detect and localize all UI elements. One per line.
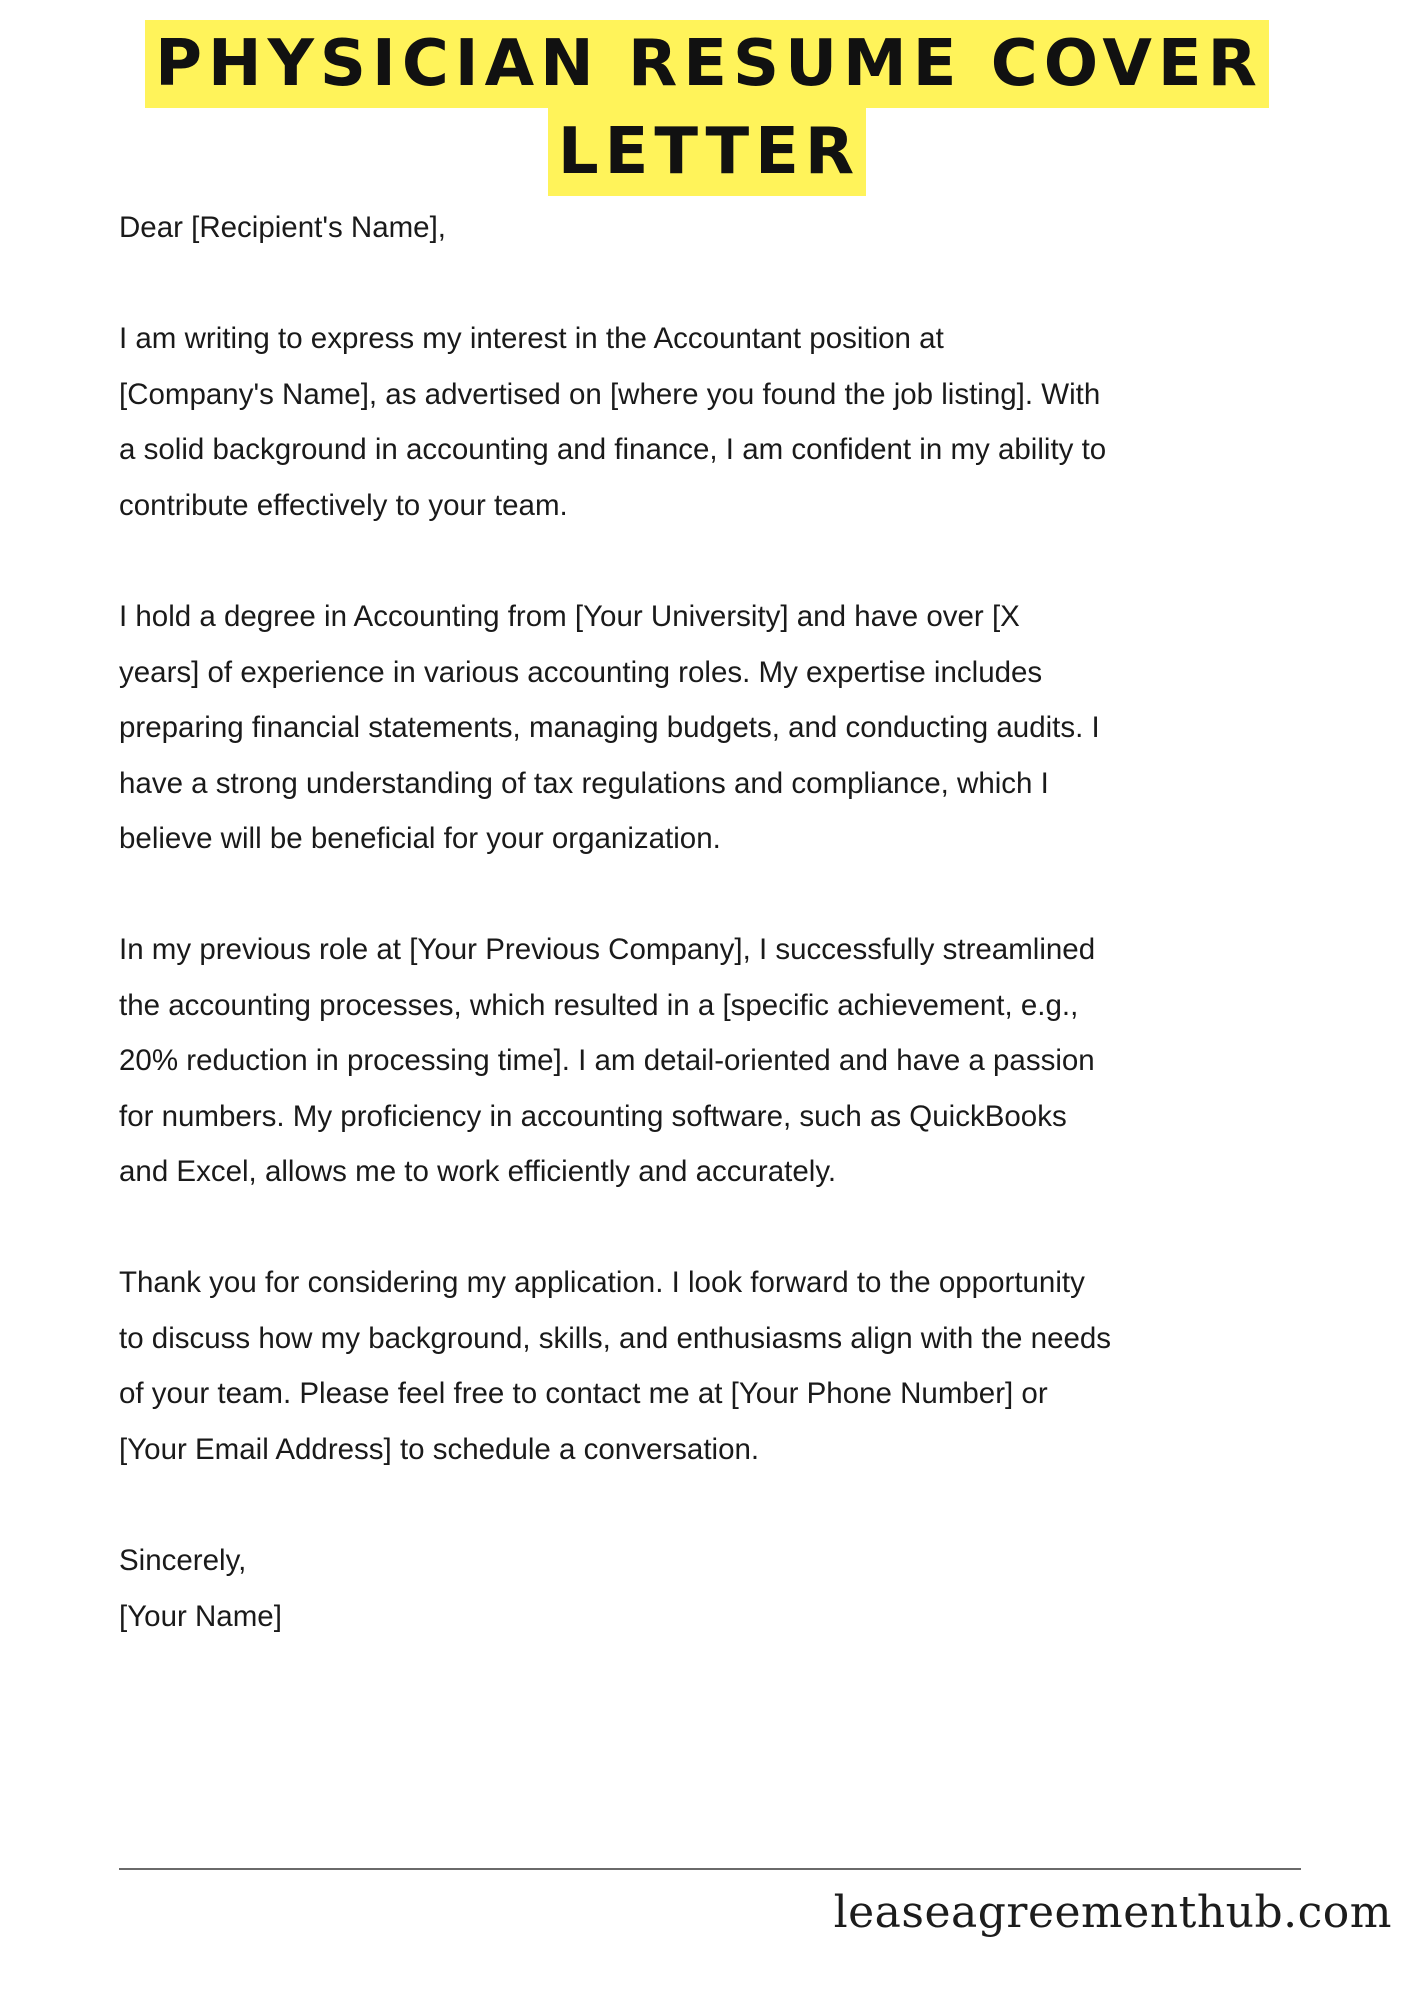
closing-text: Sincerely, [119, 1544, 247, 1577]
paragraph-line: I am writing to express my interest in the Accountant position at [119, 322, 944, 355]
paragraph-line: [Company's Name], as advertised on [where you found the job listing]. With [119, 377, 1101, 411]
paragraph-line: for numbers. My proficiency in accounting software, such as QuickBooks [119, 1099, 1067, 1133]
footer-brand: leaseagreementhub.com [833, 1887, 1392, 1938]
paragraph-experience [119, 922, 1309, 1200]
paragraph-line: years] of experience in various accounting roles. My expertise includes [119, 655, 1043, 689]
paragraph-line: of your team. Please feel free to contact me at [Your Phone Number] or [119, 1377, 1048, 1410]
paragraph-line: believe will be beneficial for your organization. [119, 822, 721, 855]
sign-off [119, 1533, 1309, 1644]
page-title [0, 20, 1414, 196]
paragraph-closing [119, 1255, 1309, 1477]
paragraph-line: have a strong understanding of tax regulations and compliance, which I [119, 766, 1049, 800]
paragraph-line: Thank you for considering my application. I look forward to the opportunity [119, 1266, 1085, 1299]
paragraph-line: a solid background in accounting and finance, I am confident in my ability to [119, 433, 1107, 466]
paragraph-line: the accounting processes, which resulted in a [specific achievement, e.g., [119, 988, 1079, 1022]
paragraph-line: preparing financial statements, managing budgets, and conducting audits. I [119, 711, 1100, 744]
paragraph-education [119, 589, 1309, 867]
salutation-text: Dear [Recipient's Name], [119, 211, 446, 244]
paragraph-line: I hold a degree in Accounting from [Your University] and have over [X [119, 600, 1020, 633]
title-line-2: LETTER [548, 108, 866, 196]
paragraph-line: 20% reduction in processing time]. I am detail-oriented and have a passion [119, 1044, 1095, 1077]
paragraph-line: [Your Email Address] to schedule a conversation. [119, 1432, 760, 1466]
paragraph-intro [119, 311, 1309, 533]
footer-divider [119, 1868, 1301, 1870]
paragraph-line: and Excel, allows me to work efficiently and accurately. [119, 1155, 837, 1188]
paragraph-line: In my previous role at [Your Previous Company], I successfully streamlined [119, 933, 1096, 966]
signature-name: [Your Name] [119, 1599, 282, 1633]
title-line-1: PHYSICIAN RESUME COVER [145, 20, 1269, 108]
paragraph-line: contribute effectively to your team. [119, 488, 568, 522]
paragraph-line: to discuss how my background, skills, and enthusiasms align with the needs [119, 1321, 1112, 1355]
salutation [119, 200, 1309, 256]
